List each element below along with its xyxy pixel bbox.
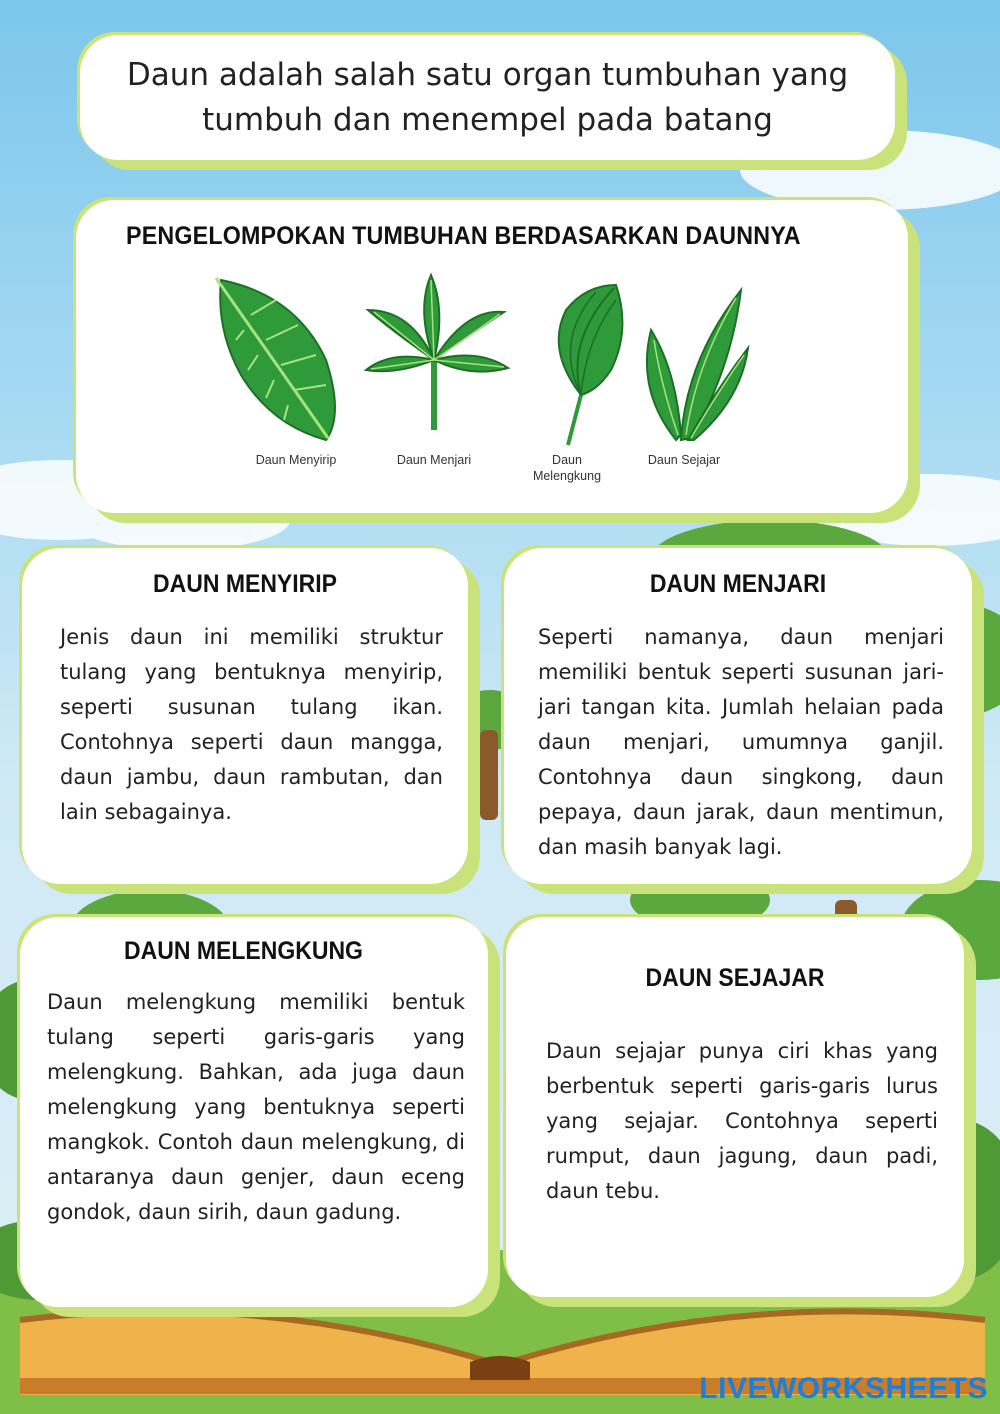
section-title-menyirip: DAUN MENYIRIP bbox=[152, 570, 337, 598]
palmate-leaf-image bbox=[366, 275, 508, 430]
intro-card bbox=[80, 35, 895, 160]
leaf-label-menjari: Daun Menjari bbox=[396, 453, 472, 467]
intro-text: Daun adalah salah satu organ tumbuhan yang tumbuh dan menempel pada batang bbox=[126, 56, 849, 138]
curved-leaf-image bbox=[559, 285, 623, 445]
section-card-menyirip bbox=[22, 548, 468, 884]
section-body-menyirip: Jenis daun ini memiliki struktur tulang yang bentuknya menyirip, seperti susunan tulang ikan. Contohnya seperti daun mangga, daun jambu, daun rambutan, dan lain sebagainya. bbox=[60, 625, 443, 824]
section-card-menjari bbox=[504, 548, 972, 884]
section-body-menjari: Seperti namanya, daun menjari memiliki bentuk seperti susunan jari-jari tangan kita. Jumlah helaian pada daun menjari, umumnya ganjil. Contohnya daun singkong, daun pepaya, daun jarak, daun mentimun, dan masih banyak lagi. bbox=[538, 625, 944, 859]
section-body-sejajar: Daun sejajar punya ciri khas yang berbentuk seperti garis-garis lurus yang sejajar. Contohnya seperti rumput, daun jagung, daun padi, daun tebu. bbox=[546, 1039, 938, 1203]
parallel-leaf-image bbox=[647, 290, 748, 440]
section-card-melengkung bbox=[20, 917, 488, 1307]
pinnate-leaf-image bbox=[216, 278, 335, 440]
liveworksheets-logo: LIVEWORKSHEETS bbox=[699, 1372, 988, 1405]
grouping-card bbox=[76, 200, 908, 513]
leaf-label-sejajar: Daun Sejajar bbox=[647, 453, 721, 467]
leaf-label-menyirip: Daun Menyirip bbox=[255, 453, 337, 467]
section-card-sejajar bbox=[506, 917, 964, 1297]
section-title-menjari: DAUN MENJARI bbox=[649, 570, 827, 598]
section-title-sejajar: DAUN SEJAJAR bbox=[645, 964, 825, 992]
section-title-melengkung: DAUN MELENGKUNG bbox=[124, 937, 363, 965]
leaf-label-melengkung: Daun Melengkung bbox=[532, 453, 602, 483]
section-body-melengkung: Daun melengkung memiliki bentuk tulang seperti garis-garis yang melengkung. Bahkan, ada juga daun melengkung yang bentuknya seperti mangkok. Contoh daun melengkung, di antaranya daun genjer, daun eceng gondok, daun sirih, daun gadung. bbox=[47, 990, 465, 1224]
grouping-title: PENGELOMPOKAN TUMBUHAN BERDASARKAN DAUNNYA bbox=[126, 222, 801, 250]
